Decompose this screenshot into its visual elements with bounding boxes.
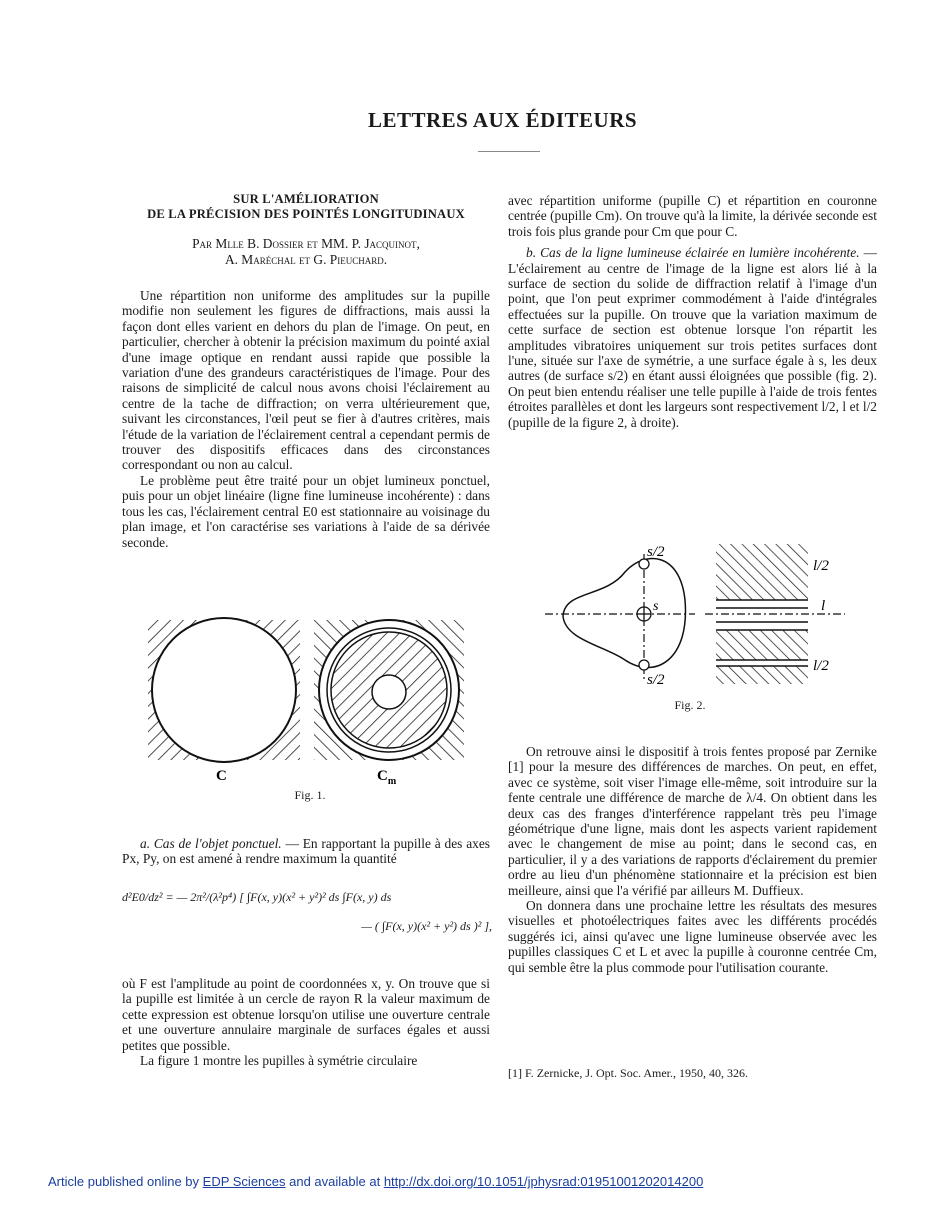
article-title <box>122 192 490 222</box>
footer-prefix: Article published online by <box>48 1174 203 1189</box>
edp-sciences-link[interactable]: EDP Sciences <box>202 1174 286 1189</box>
fig1-caption: Fig. 1. <box>294 788 326 802</box>
right-paragraph-1: avec répartition uniforme (pupille C) et répartition en couronne centrée (pupille Cm). On trouve qu'à la limite, la dérivée seconde est trois fois plus grande pour Cm que pour C. <box>508 193 877 239</box>
left-paragraph-1: Une répartition non uniforme des amplitudes sur la pupille modifie non seulement les figures de diffractions, mais aussi la façon dont elles varient en dehors du plan de l'image. On peut, en particulier, chercher à obtenir la précision maximum du pointé axial d'une image optique en rendant aussi rapide que possible la variation d'une des grandeurs caractéristiques de l'image. Pour des raisons de simplicité de calcul nous avons choisi l'éclairement au centre de la tache de diffraction; on verra ultérieurement que, suivant les circonstances, l'œil peut se fier à d'autres critères, mais l'étude de la variation de l'éclairement central a cependant permis de trouver des dispositifs efficaces dans des circonstances correspondant ou non au calcul. <box>122 288 490 473</box>
fig2-caption: Fig. 2. <box>674 698 706 712</box>
article-authors <box>122 236 490 268</box>
left-paragraph-2: Le problème peut être traité pour un objet lumineux ponctuel, puis pour un objet linéaire (ligne fine lumineuse incohérente) : dans tous les cas, l'éclairement central E0 est stationnaire au voisinage du plan image, et l'on caractérise ses variations à l'aide de sa dérivée seconde. <box>122 472 490 550</box>
right-paragraph-3: On retrouve ainsi le dispositif à trois fentes proposé par Zernike [1] pour la mesure des différences de marches. On peut, en effet, avec ce système, soit viser l'image elle-même, soit introduire sur la fente centrale une différence de marche de λ/4. On obtient dans les deux cas des franges d'interférence rappelant très peu l'image géométrique d'une ligne, mais dont les aspects varient rapidement avec le changement de mise au point; dans le second cas, en particulier, il y a des variations de rapports d'éclairement du premier ordre au lieu d'un phénomène stationnaire et la précision est bien meilleure, ainsi que l'a vérifié par ailleurs M. Duffieux. <box>508 744 877 898</box>
publication-footer <box>48 1174 703 1189</box>
case-b-text: — L'éclairement au centre de l'image de la ligne est alors lié à la surface de section du solide de diffraction relatif à l'image d'un point, que l'on peut exprimer commodément à l'aide d'intégrales effectuées sur la pupille. On trouve que la variation maximum de cette surface de section est obtenue lorsque l'on répartit les amplitudes vibratoires uniquement sur trois petites surfaces dont l'une, située sur l'axe de symétrie, a une surface égale à s, les deux autres (de surface s/2) en étant aussi éloignées que possible (fig. 2). On peut bien entendu réaliser une telle pupille à l'aide de trois fentes étroites parallèles et dont les largeurs sont respectivement l/2, l et l/2 (pupille de la figure 2, à droite). <box>508 245 877 430</box>
fig2-label-s: s <box>653 599 659 614</box>
case-b-lead: b. Cas de la ligne lumineuse éclairée en lumière incohérente. <box>526 245 860 261</box>
fig1-label-cm: $C_m$ <box>377 768 397 787</box>
equation-line2: — ( ∫F(x, y)(x² + y²) ds )² ], <box>361 919 492 933</box>
right-column-top <box>508 193 877 430</box>
case-a-lead: a. Cas de l'objet ponctuel. <box>140 836 282 851</box>
heading-divider <box>478 151 540 152</box>
figure-2 <box>545 540 845 690</box>
left-paragraph-4: où F est l'amplitude au point de coordonnées x, y. On trouve que si la pupille est limitée à un cercle de rayon R la valeur maximum de cette expression est obtenue lorsqu'on utilise une ouverture centrale et une ouverture annulaire marginale de surfaces égales et aussi petites que possible. <box>122 976 490 1053</box>
right-column-bottom <box>508 744 877 975</box>
fig1-label-c: C <box>216 768 227 784</box>
journal-heading: LETTRES AUX ÉDITEURS <box>367 108 638 132</box>
three-aperture-pupil <box>545 554 695 680</box>
article-title-line1: SUR L'AMÉLIORATION <box>233 192 379 206</box>
doi-link[interactable]: http://dx.doi.org/10.1051/jphysrad:01951001202014200 <box>383 1174 704 1189</box>
right-paragraph-4: On donnera dans une prochaine lettre les résultats des mesures visuelles et photoélectriques faites avec les différents procédés suggérés ici, ainsi qu'avec une ligne lumineuse observée avec les pupilles classiques C et L et avec la pupille à couronne centrée Cm, qui semble être la plus commode pour l'utilisation courante. <box>508 898 877 975</box>
authors-line2: A. Maréchal et G. Pieuchard. <box>224 252 388 267</box>
footer-middle: and available at <box>285 1174 384 1189</box>
left-column-middle <box>122 836 490 867</box>
figure-1 <box>140 612 480 812</box>
fig2-label-l: l <box>821 598 826 614</box>
fig2-label-s-half-top: s/2 <box>647 544 665 560</box>
left-paragraph-5: La figure 1 montre les pupilles à symétrie circulaire <box>140 1053 418 1069</box>
pupil-c-diagram <box>148 618 300 762</box>
authors-line1: Par Mlle B. Dossier et MM. P. Jacquinot, <box>192 236 420 251</box>
fig2-label-l-half-top: l/2 <box>813 558 829 574</box>
article-title-line2: DE LA PRÉCISION DES POINTÉS LONGITUDINAUX <box>147 207 465 221</box>
equation-line1: d²E0/dz² = — 2π²/(λ²p⁴) [ ∫F(x, y)(x² + y²)² ds ∫F(x, y) ds <box>122 890 392 904</box>
equation <box>122 890 492 934</box>
reference-1: [1] F. Zernicke, J. Opt. Soc. Amer., 1950, 40, 326. <box>508 1066 749 1080</box>
fig2-label-l-half-bottom: l/2 <box>813 658 829 674</box>
pupil-cm-diagram <box>314 620 464 760</box>
fig2-label-s-half-bottom: s/2 <box>647 672 665 688</box>
left-column-top <box>122 288 490 550</box>
case-a-text: — En rapportant la pupille à des axes Px, Py, on est amené à rendre maximum la quantité <box>122 836 491 867</box>
left-column-bottom <box>122 976 490 1068</box>
